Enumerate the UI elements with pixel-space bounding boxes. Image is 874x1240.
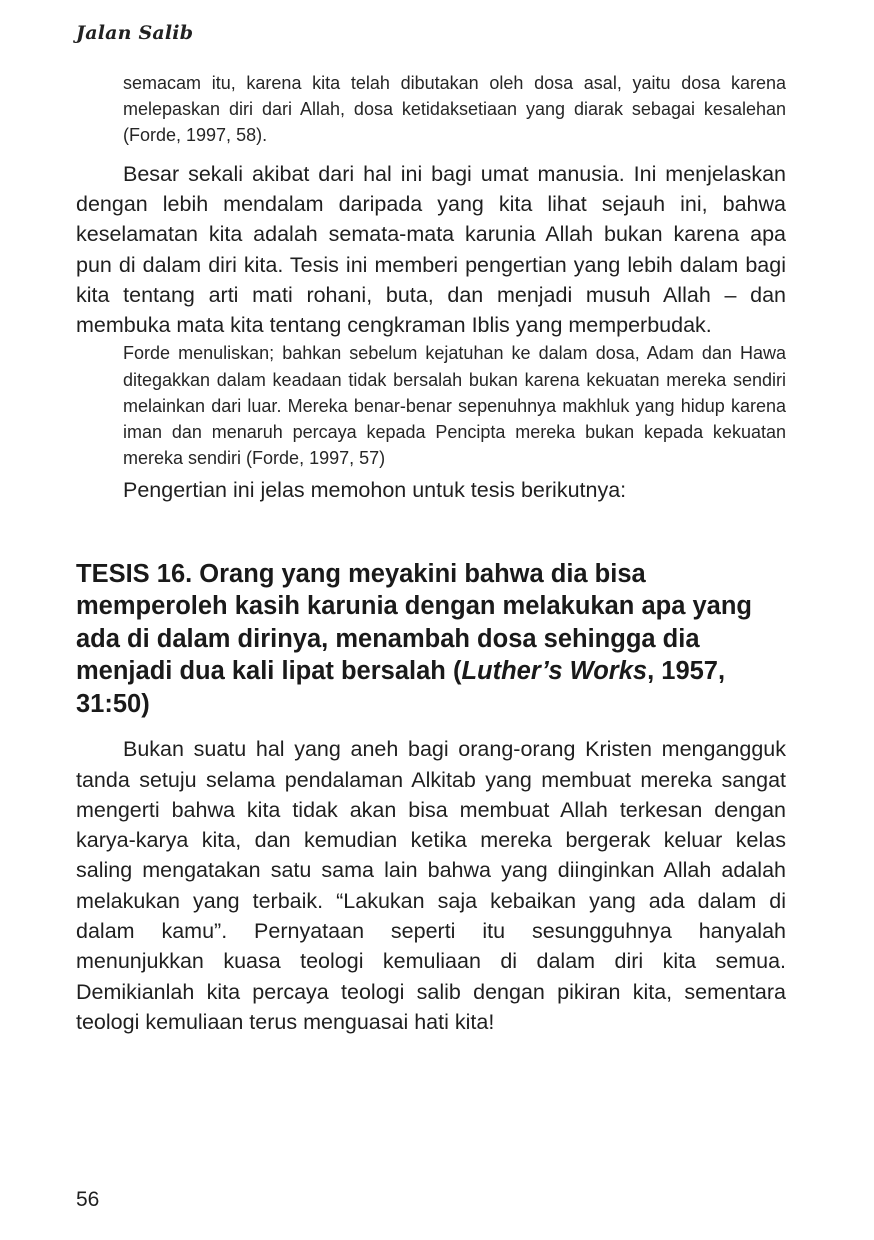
page-number: 56 bbox=[76, 1188, 100, 1211]
body-paragraph: Pengertian ini jelas memohon untuk tesis berikutnya: bbox=[123, 478, 627, 503]
heading-citation: , 1957, 31:50) bbox=[76, 657, 726, 718]
section-heading bbox=[76, 558, 786, 721]
running-header: Jalan Salib bbox=[76, 22, 194, 44]
heading-text: TESIS 16. Orang yang meyakini bahwa dia bisa memperoleh kasih karunia dengan melakukan apa yang ada di dalam dirinya, menambah dosa sehingga dia menjadi dua kali lipat bersalah ( bbox=[76, 559, 752, 686]
page-body bbox=[76, 70, 786, 1037]
body-paragraph: Besar sekali akibat dari hal ini bagi umat manusia. Ini menjelaskan dengan lebih mendalam daripada yang kita lihat sejauh ini, bahwa keselamatan kita adalah semata-mata karunia Allah bukan karena apa pun di dalam diri kita. Tesis ini memberi pengertian yang lebih dalam bagi kita tentang arti mati rohani, buta, dan menjadi musuh Allah – dan membuka mata kita tentang cengkraman Iblis yang memperbudak. bbox=[76, 161, 786, 338]
block-quote: Forde menuliskan; bahkan sebelum kejatuhan ke dalam dosa, Adam dan Hawa ditegakkan dalam keadaan tidak bersalah bukan karena kekuatan mereka sendiri melainkan dari luar. Mereka benar-benar sepenuhnya makhluk yang hidup karena iman dan menaruh percaya kepada Pencipta mereka bukan kepada kekuatan mereka sendiri (Forde, 1997, 57) bbox=[123, 343, 786, 469]
body-paragraph: Bukan suatu hal yang aneh bagi orang-orang Kristen mengangguk tanda setuju selama pendalaman Alkitab yang membuat mereka sangat mengerti bahwa kita tidak akan bisa membuat Allah terkesan dengan karya-karya kita, dan kemudian ketika mereka bergerak keluar kelas saling mengatakan satu sama lain bahwa yang diinginkan Allah adalah melakukan yang terbaik. “Lakukan saja kebaikan yang ada dalam di dalam kamu”. Pernyataan seperti itu sesungguhnya hanyalah menunjukkan kuasa teologi kemuliaan di dalam diri kita semua. Demikianlah kita percaya teologi salib dengan pikiran kita, sementara teologi kemuliaan terus menguasai hati kita! bbox=[76, 737, 786, 1034]
block-quote: semacam itu, karena kita telah dibutakan oleh dosa asal, yaitu dosa karena melepaskan diri dari Allah, dosa ketidaksetiaan yang diarak sebagai kesalehan (Forde, 1997, 58). bbox=[123, 73, 786, 146]
heading-italic-title: Luther’s Works bbox=[461, 657, 648, 686]
